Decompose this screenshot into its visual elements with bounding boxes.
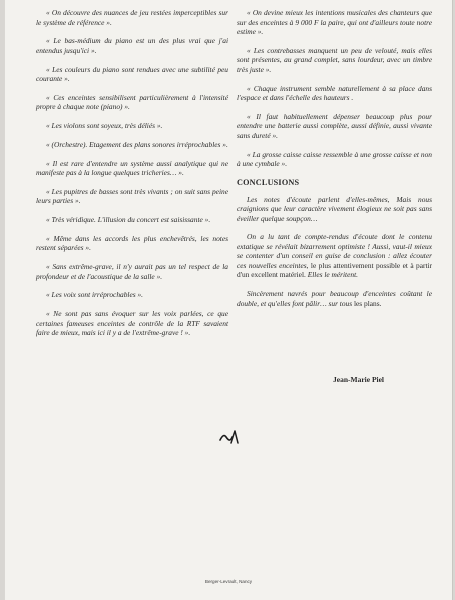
quote-paragraph: « Les voix sont irréprochables ». bbox=[46, 290, 144, 300]
quote-paragraph: « Sans extrême-grave, il n'y aurait pas un tel respect de la profondeur et de l'acoustique de la salle ». bbox=[36, 262, 228, 281]
conclusions-heading: CONCLUSIONS bbox=[237, 178, 300, 188]
quote-paragraph: « On devine mieux les intentions musicales des chanteurs que sur des enceintes à 9 000 F la paire, qui ont d'ailleurs toute notre estime ». bbox=[237, 8, 432, 37]
conclusion-text: Elles le méritent. bbox=[305, 270, 358, 280]
quote-paragraph: « Les couleurs du piano sont rendues avec une subtilité peu courante ». bbox=[36, 64, 228, 84]
quote-paragraph: « Il faut habituellement dépenser beaucoup plus pour entendre une batterie aussi complète, aussi définie, aussi vivante sans dureté ». bbox=[237, 111, 432, 141]
publisher-logo-icon bbox=[219, 428, 241, 446]
quote-paragraph: « Le bas-médium du piano est un des plus vrai que j'ai entendus jusqu'ici ». bbox=[36, 36, 228, 55]
quote-paragraph: « Chaque instrument semble naturellement à sa place dans l'espace et dans l'échelle des hauteurs . bbox=[237, 83, 432, 103]
conclusion-text: On a lu tant de compte-rendus d'écoute dont le contenu extatique se révélait bizarrement optimiste ! Aussi, vaut-il mieux se contenter d'un conseil en guise de conclusion : allez écouter ces nouvelles enceintes, bbox=[237, 232, 432, 270]
conclusion-text: excellent matériel. bbox=[249, 270, 306, 280]
left-column bbox=[36, 8, 228, 347]
quote-paragraph: « Très véridique. L'illusion du concert est saisissante ». bbox=[46, 215, 211, 225]
conclusion-paragraph-1: Les notes d'écoute parlent d'elles-mêmes, Mais nous craignions que leur caractère vivement élogieux ne soit pas sans éveiller quelque soupçon… bbox=[237, 194, 432, 223]
conclusion-paragraph-3 bbox=[237, 289, 432, 308]
conclusion-paragraph-2 bbox=[237, 232, 432, 280]
quote-paragraph: « Même dans les accords les plus enchevêtrés, les notes restent séparées ». bbox=[36, 233, 228, 253]
conclusion-text: Sincèrement navrés pour beaucoup d'enceintes coûtant le double, et qu'elles font pâlir… sur tous bbox=[237, 288, 432, 308]
author-signature: Jean-Marie Piel bbox=[333, 375, 385, 384]
quote-paragraph: « (Orchestre). Etagement des plans sonores irréprochables ». bbox=[46, 139, 228, 149]
document-page bbox=[4, 0, 453, 600]
quote-paragraph: « On découvre des nuances de jeu restées imperceptibles sur le système de référence ». bbox=[36, 8, 228, 27]
quote-paragraph: « Les contrebasses manquent un peu de velouté, mais elles sont présentes, au grand complet, sans lourdeur, avec un timbre très juste ». bbox=[237, 45, 432, 74]
quote-paragraph: « Les violons sont soyeux, très déliés ». bbox=[46, 121, 163, 131]
right-column bbox=[237, 8, 432, 317]
quote-paragraph: « Ne sont pas sans évoquer sur les voix parlées, ce que certaines fameuses enceintes de contrôle de la RTF savaient faire de mieux, mais ici il y a de l'extrême-grave ! ». bbox=[36, 309, 228, 338]
conclusion-text: les plans. bbox=[352, 298, 382, 308]
printer-imprint: Berger-Levrault, Nancy bbox=[204, 579, 253, 584]
quote-paragraph: « Il est rare d'entendre un système aussi analytique qui ne manifeste pas à la longue quelques tricheries… ». bbox=[36, 158, 228, 178]
conclusion-text: le plus attentivement possible et à partir d'un bbox=[237, 260, 433, 280]
quote-paragraph: « Les pupitres de basses sont très vivants ; on suit sans peine leurs parties ». bbox=[36, 186, 228, 206]
quote-paragraph: « Ces enceintes sensibilisent particulièrement à l'intensité propre à chaque note (piano) ». bbox=[36, 92, 228, 112]
quote-paragraph: « La grosse caisse caisse ressemble à une grosse caisse et non à une cymbale ». bbox=[237, 149, 432, 169]
